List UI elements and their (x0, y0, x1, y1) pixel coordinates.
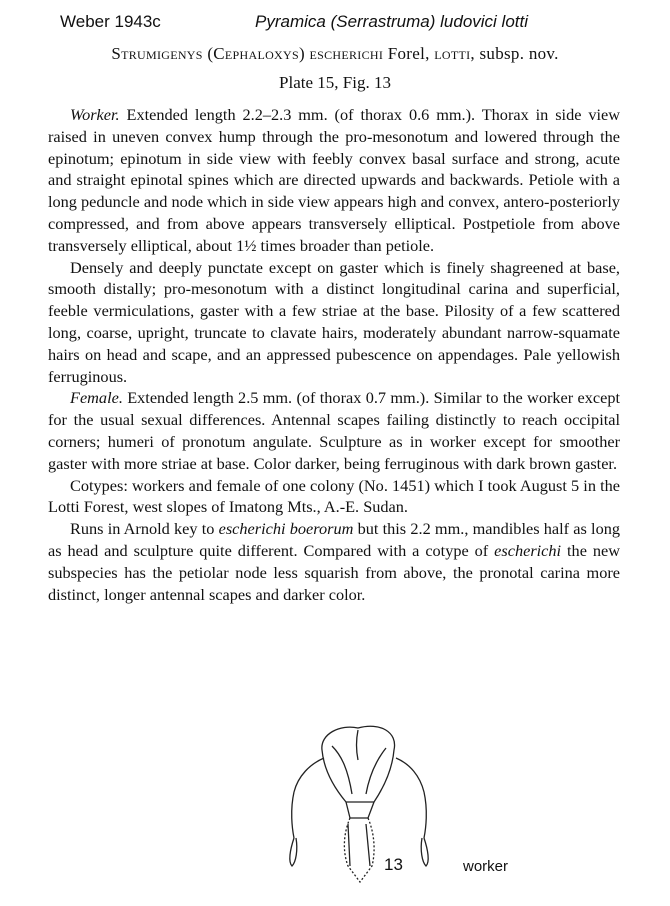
worker-head-illustration (270, 720, 450, 900)
caste-label-female: Female. (70, 388, 123, 408)
header-right: Pyramica (Serrastruma) ludovici lotti (255, 12, 529, 31)
paragraph-text: Runs in Arnold key to (70, 519, 215, 539)
title-author: Forel, (387, 44, 430, 63)
title-species: escherichi (309, 44, 384, 63)
caste-label-worker: Worker. (70, 105, 120, 124)
paragraph-cotypes (48, 475, 620, 519)
figure-number: 13 (384, 855, 403, 874)
paragraph-text: Extended length 2.5 mm. (of thorax 0.7 mm.). Similar to the worker except for the usual sexual differences. Antennal scapes failing distinctly to reach occipital corners; humeri of pronotum angulate. Sculpture as in worker except for smoother gaster with more striae at base. Color darker, being ferruginous with dark brown gaster. (48, 388, 620, 473)
paragraph-text: Extended length 2.2–2.3 mm. (of thorax 0.6 mm.). Thorax in side view raised in uneven convex hump through the pro-mesonotum and lowered through the epinotum; epinotum in side view with feebly convex basal surface and strong, acute and straight epinotal spines which are directed upwards and backwards. Petiole with a long peduncle and node which in side view appears high and convex, antero-posteriorly compressed, and from above appears transversely elliptical. Postpetiole from above transversely elliptical, about 1½ times broader than petiole. (48, 105, 620, 255)
plate-reference: Plate 15, Fig. 13 (279, 73, 391, 92)
species-name: escherichi boerorum (218, 519, 354, 539)
description-body (48, 104, 620, 605)
paragraph-text: but this 2.2 mm., mandibles half as long as head and sculpture quite different. Compared with a cotype of (48, 519, 620, 560)
paragraph-comparison (48, 518, 620, 605)
figure-caption: worker (463, 858, 509, 875)
title-genus: Strumigenys (111, 44, 203, 63)
paragraph-sculpture (48, 257, 620, 388)
paragraph-text: the new subspecies has the petiolar node less squarish from above, the pronotal carina more distinct, longer antennal scapes and darker color. (48, 540, 620, 604)
title-name: lotti (434, 44, 471, 63)
paragraph-worker (48, 104, 620, 257)
paragraph-text: Densely and deeply punctate except on gaster which is finely shagreened at base, smooth distally; pro-mesonotum with a distinct longitudinal carina and superficial, feeble vermiculations, gaster with a few striae at the base. Pilosity of a few scattered long, coarse, upright, truncate to clavate hairs, moderately abundant narrow-squamate hairs on head and scape, and an appressed pubescence on appendages. Pale yellowish ferruginous. (48, 257, 620, 386)
species-name: escherichi (494, 540, 562, 560)
title-rank: , subsp. nov. (470, 44, 559, 63)
paragraph-female (48, 387, 620, 474)
title-subgenus: (Cephaloxys) (207, 44, 305, 63)
paragraph-text: Cotypes: workers and female of one colony (No. 1451) which I took August 5 in the Lotti Forest, west slopes of Imatong Mts., A.-E. Sudan. (48, 475, 620, 517)
species-title (40, 44, 630, 64)
header-left: Weber 1943c (60, 12, 161, 31)
